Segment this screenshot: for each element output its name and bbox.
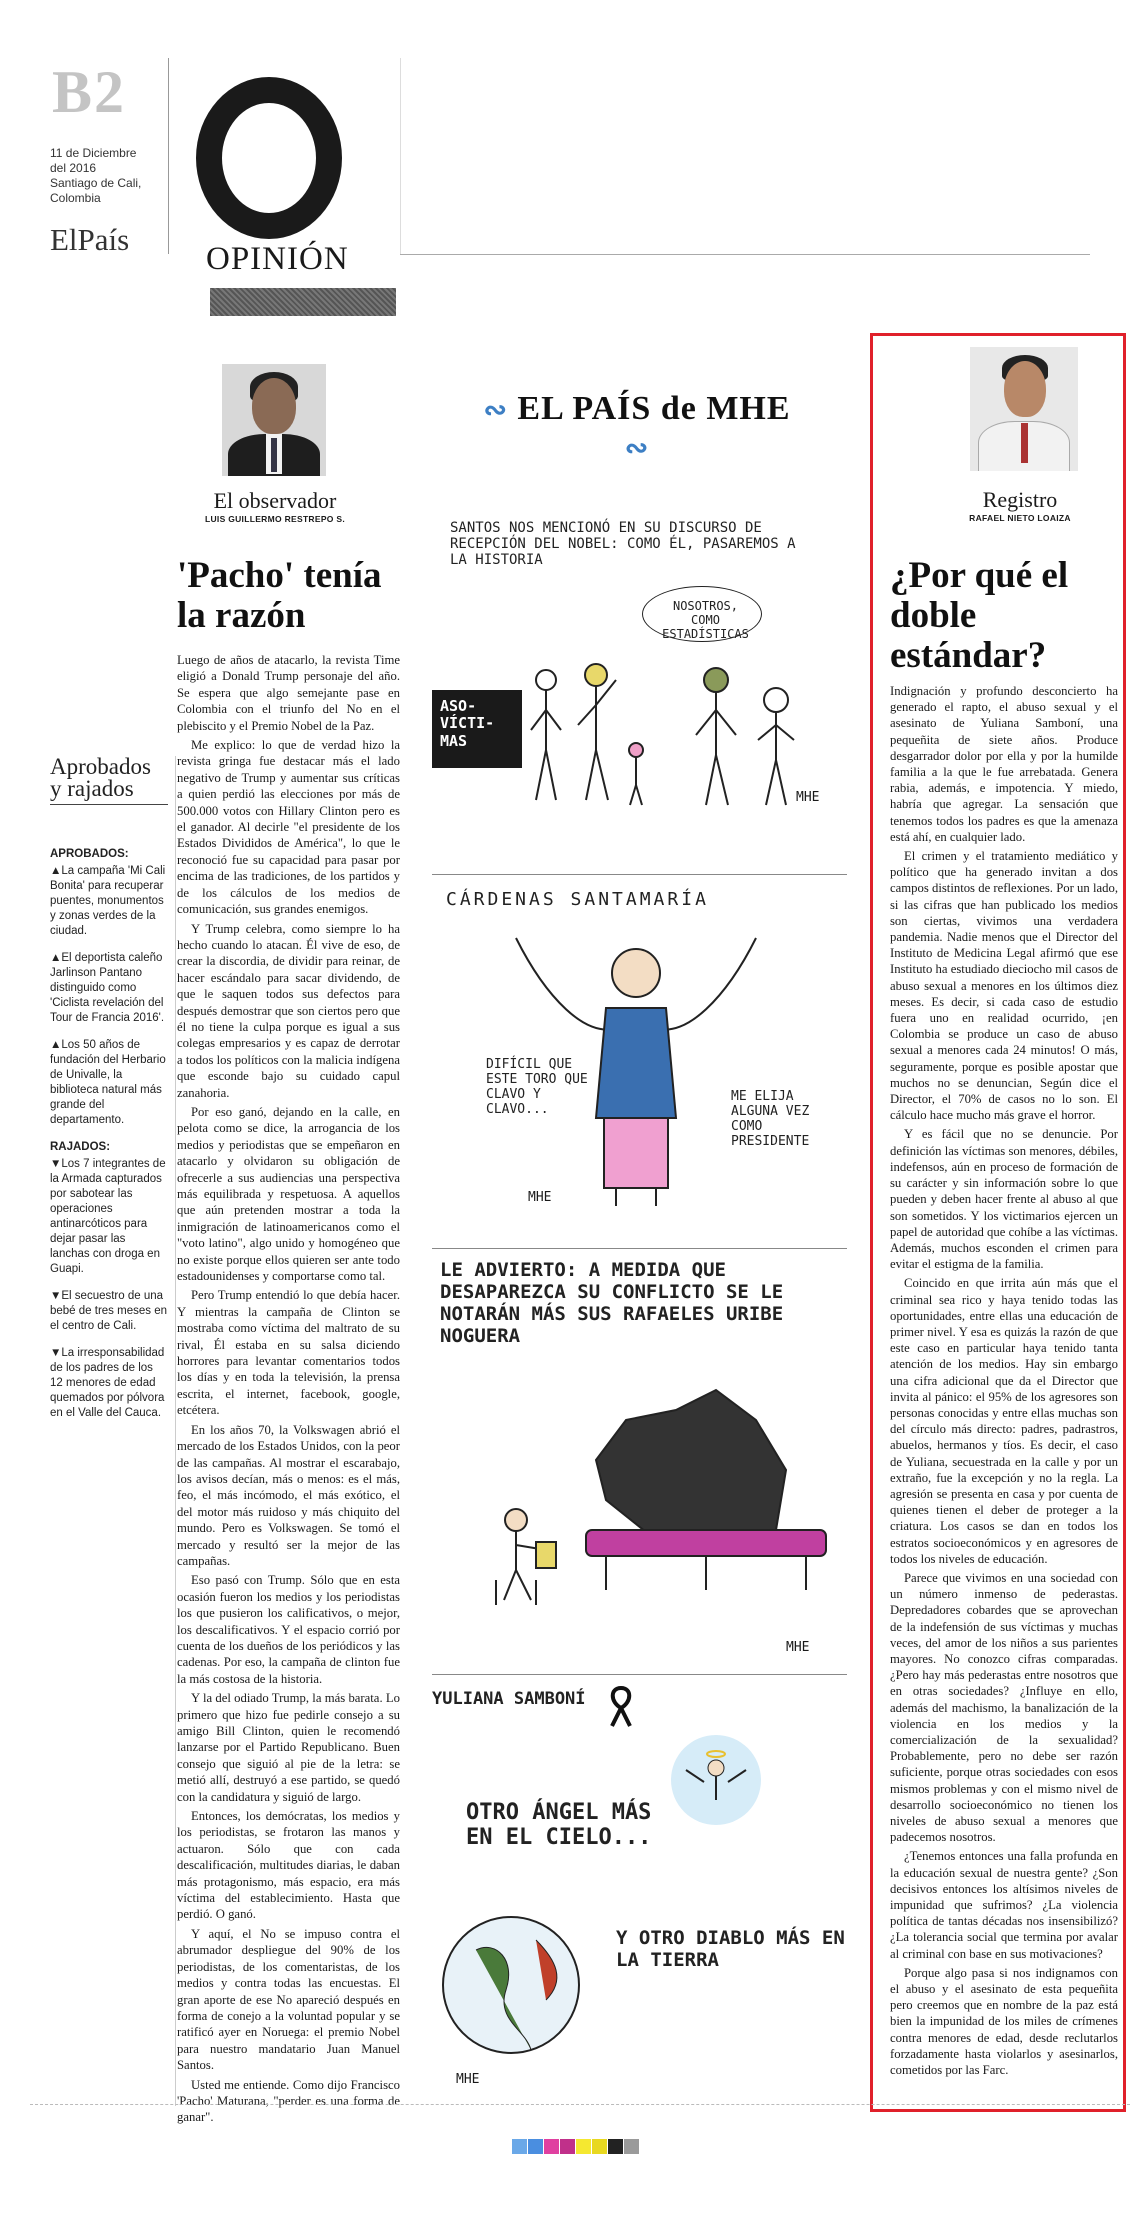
victim-name: YULIANA SAMBONÍ (432, 1689, 586, 1709)
section-logo (193, 55, 393, 285)
cartoon-panel-2 (416, 890, 861, 1220)
color-swatch (624, 2139, 639, 2154)
paragraph: Porque algo pasa si nos indignamos con el abuso y el asesinato de esta pequeñita pero creemos que en nombre de la paz está bien la impunidad de los miles de crímenes contra menores de edad, desde reclutarlos forzadamente hasta violarlos y asesinarlos, cometidos por las Farc. (890, 1965, 1118, 2078)
cartoon-caption: SANTOS NOS MENCIONÓ EN SU DISCURSO DE RECEPCIÓN DEL NOBEL: COMO ÉL, PASAREMOS A LA HISTORIA (450, 520, 796, 569)
panel-divider (432, 1674, 847, 1675)
rajado-item: ▼Los 7 integrantes de la Armada capturados por sabotear las operaciones antinarcóticos para dejar pasar las lanchas con droga en Guapi. (50, 1158, 166, 1275)
cartoon-panel-3 (416, 1260, 861, 1660)
registration-color-bar (512, 2139, 640, 2154)
victims-sign-text: ASO-VÍCTI-MAS (440, 697, 495, 750)
paragraph: En los años 70, la Volkswagen abrió el mercado de los Estados Unidos, con la peor de las campañas. Al mostrar el escarabajo, los avisos decían, más o menos: es el más, feo, el más incómodo, el más exótico, el del motor más ruidoso y más chiquito del mundo. Pero es Volkswagen. Se tomó el mercado y resultó ser la mejor de las campañas. (177, 1422, 400, 1568)
rajado-item: ▼El secuestro de una bebé de tres meses en el centro de Cali. (50, 1290, 167, 1332)
cartoon-column (416, 380, 861, 2100)
color-swatch (608, 2139, 623, 2154)
color-swatch (528, 2139, 543, 2154)
cartoon-text-angel: OTRO ÁNGEL MÁS EN EL CIELO... (466, 1800, 652, 1851)
paragraph: Y Trump celebra, como siempre lo ha hecho cuando lo atacan. Él vive de eso, de crear la discordia, de dividir para reinar, de hacer escándalo para sacar dividendo, de que le saquen todos sus defectos para después demostrar que son ciertos pero que él no tiene la culpa porque es igual a sus colegas empresarios y es capaz de derrotar a todos los políticos con la malicia indígena que esconde bajo su cuidado capul zanahoria. (177, 921, 400, 1100)
mourning-ribbon-icon (606, 1684, 636, 1728)
masthead-divider (168, 58, 169, 254)
section-letter-o (196, 77, 342, 239)
headline-right: ¿Por qué el doble estándar? (890, 555, 1069, 676)
cartoon-panel-4 (416, 1690, 861, 2090)
paragraph: Eso pasó con Trump. Sólo que en esta ocasión fueron los medios y los periodistas los que pusieron los calificativos, o mejor, los descalificativos. Y el espacio corrió por cuenta de los dueños de los periódicos y las cadenas. Por eso, la campaña de clinton fue la más costosa de la historia. (177, 1573, 400, 1686)
panel-divider (432, 874, 847, 875)
paragraph: Por eso ganó, dejando en la calle, en pelota como se dice, la arrogancia de los medios y periodistas que se empeñaron en atacarlo y olvidaron su obligación de ofrecerle a sus audiencias una perspectiva más equilibrada y respetuosa. A aquellos que aún pretenden mostrar a toda la inmigración de latinoamericanos como el "voto latino", algo unido y homogéneo que no existe porque ellos quieren ser ante todo estadounidenses y comportarse como tal. (177, 1104, 400, 1284)
cartoon-section-title (472, 390, 802, 466)
cartoon-text-left: DIFÍCIL QUE ESTE TORO QUE CLAVO Y CLAVO... (486, 1057, 588, 1117)
sidebar-title: Aprobados y rajados (50, 756, 168, 805)
cartoon-text-right: ME ELIJA ALGUNA VEZ COMO PRESIDENTE (731, 1089, 810, 1149)
headline-left: 'Pacho' tenía la razón (177, 555, 382, 636)
cartoon-caption: LE ADVIERTO: A MEDIDA QUE DESAPAREZCA SU CONFLICTO SE LE NOTARÁN MÁS SUS RAFAELES URIBE NOGUERA (440, 1259, 784, 1347)
newspaper-logo: ElPaís (50, 222, 130, 257)
rajado-item: ▼La irresponsabilidad de los padres de los 12 menores de edad quemados por pólvora en el Valle del Cauca. (50, 1347, 165, 1419)
article-body-left (177, 652, 400, 2129)
paragraph: Y es fácil que no se denuncie. Por definición las víctimas son menores, débiles, indefensos, aún en proceso de formación de su carácter y sin información sobre lo que pueden y deben hacer frente al abuso al que son sometidos. Y los victimarios ejercen un papel de autoridad que cohíbe a las víctimas. Además, muchos esconden el crimen para evitar el estigma de la familia. (890, 1127, 1118, 1272)
author-right: RAFAEL NIETO LOAIZA (969, 513, 1071, 523)
cartoon-panel-title: CÁRDENAS SANTAMARÍA (446, 889, 709, 910)
masthead-divider-2 (400, 58, 401, 254)
swirl-icon: ∾ (624, 433, 650, 464)
speech-bubble-text: NOSOTROS, COMO ESTADÍSTICAS (662, 599, 749, 641)
panel-divider (432, 1248, 847, 1249)
paragraph: Y la del odiado Trump, la más barata. Lo primero que hizo fue pedirle consejo a su amigo Bill Clinton, quien le recomendó lanzarse por el Partido Republicano. Buen consejo que siguió al pie de la letra: se metió allí, destruyó a ese partido, se quedó con la candidatura y siguió de largo. (177, 1691, 400, 1804)
paragraph: Luego de años de atacarlo, la revista Time eligió a Donald Trump personaje del año. Se espera que algo semejante pase en Colombia con el triunfo del No en el plebiscito y el Premio Nobel de la Paz. (177, 653, 400, 733)
couch-map-illustration-icon (456, 1380, 836, 1620)
color-swatch (560, 2139, 575, 2154)
cartoon-signature: MHE (528, 1190, 552, 1205)
cartoon-signature: MHE (456, 2072, 480, 2087)
dateline (50, 146, 160, 206)
cartoon-title-text: EL PAÍS de MHE (517, 390, 791, 427)
author-left: LUIS GUILLERMO RESTREPO S. (204, 514, 346, 524)
globe-icon (436, 1910, 586, 2060)
approved-item: ▲La campaña 'Mi Cali Bonita' para recuperar puentes, monumentos y zonas verdes de la ciudad. (50, 865, 166, 937)
paragraph: Parece que vivimos en una sociedad con un número inmenso de pederastas. Depredadores cobardes que se aprovechan de la indefensión de sus víctimas y muchas veces, del amor de los niños a sus parientes mayores. No conozco cifras comparadas. ¿Pero hay más pederastas entre nosotros que en otras sociedades? ¿Influye en ello, además del machismo, la banalización de la violencia en los medios y la comercialización de la sexualidad? Probablemente, pero no debe ser razón suficiente, porque otras sociedades con esos mismos problemas y con el mismo nivel de desarrollo socioeconómico no tienen los niveles de abuso sexual a menores que padecemos nosotros. (890, 1570, 1118, 1845)
columnist-photo-left (222, 364, 326, 476)
cartoon-text-devil: Y OTRO DIABLO MÁS EN LA TIERRA (616, 1927, 845, 1971)
approved-label: APROBADOS: (50, 848, 129, 860)
paragraph: ¿Tenemos entonces una falla profunda en la educación sexual de nuestra gente? ¿Son decisivos entonces los altísimos niveles de impunidad que sufrimos? ¿La violencia política de tantas décadas nos insensibilizó? ¿La tolerancia social que termina por avalar al criminal con base en sus motivaciones? (890, 1849, 1118, 1961)
column-name-left: El observador (213, 488, 337, 513)
figures-illustration-icon (526, 640, 816, 810)
rajados-label: RAJADOS: (50, 1141, 111, 1153)
article-body-right (890, 683, 1118, 2081)
date-line-2: del 2016 (50, 161, 97, 175)
paragraph: Usted me entiende. Como dijo Francisco 'Pacho' Maturana, "perder es una forma de ganar". (177, 2077, 400, 2125)
sidebar-divider (175, 756, 176, 2106)
color-swatch (544, 2139, 559, 2154)
date-city: Santiago de Cali, (50, 176, 142, 190)
column-name-right: Registro (982, 487, 1058, 512)
cartoon-signature: MHE (796, 790, 820, 805)
paragraph: Coincido en que irrita aún más que el criminal sea rico y haya tenido todas las oportunidades, entre ellas una educación de primer nivel. Y esa es quizás la razón de que este caso en particular haya tenido tanta atención de los medios. Hay sin embargo una cifra adicional que da el Director que invita al pánico: el 95% de los agresores son personas conocidas y entre ellas muchas son del círculo más directo: padres, padrastros, abuelos, hermanos y tíos. Es decir, el caso de Yuliana, secuestrada en la calle y por un extraño, fue la excepción y no la regla. La agresión se presenta en casa y por cuenta de quienes tienen el deber de proteger a la criatura. Los casos se dan en todos los estratos socioeconómicos y en agresores de todos los niveles de educación. (890, 1276, 1118, 1566)
paragraph: Y aquí, el No se impuso contra el abrumador despliegue del 90% de los periodistas, de los comentaristas, de los medios y contra todas las encuestas. El gran aporte de ese No apareció después en forma de conejo a la voluntad popular y se ratificó ayer en Noruega: el premio Nobel para nuestro mandatario Juan Manuel Santos. (177, 1926, 400, 2073)
page-number: B2 (52, 59, 127, 125)
paragraph: Pero Trump entendió lo que debía hacer. Y mientras la campaña de Clinton se mostraba como víctima del maltrato de su rival, Él estaba en su salsa diciendo horrores para levantar comentarios todos los días y en toda la televisión, la prensa escrita, el internet, facebook, google, etcétera. (177, 1288, 400, 1418)
swirl-icon: ∾ (483, 395, 508, 426)
date-country: Colombia (50, 191, 101, 205)
paragraph: Entonces, los demócratas, los medios y los periodistas, se frotaron las manos y actuaron. Sólo que con cada descalificación, multitudes diarias, le daban más protagonismo, más espacio, era más víctima del establecimiento. Hasta que perdió. O ganó. (177, 1809, 400, 1922)
footer-rule (30, 2104, 1130, 2105)
paragraph: Indignación y profundo desconcierto ha generado el rapto, el abuso sexual y el asesinato de Yuliana Samboní, una pequeñita de siete años. Produce desgarrador dolor por ella y por la humilde familia a la que le fue arrebatada. Genera rabia, además, e impotencia. Y miedo, habría que agregar. La sensación que tenemos todos los padres es que la amenaza está ahí, en cualquier lado. (890, 684, 1118, 844)
section-title: OPINIÓN (206, 241, 349, 277)
cartoon-panel-1 (416, 520, 861, 810)
color-swatch (592, 2139, 607, 2154)
paragraph: Me explico: lo que de verdad hizo la revista gringa fue destacar más el lado negativo de Trump y aumentar sus críticas a quien perdió las elecciones por más de 500.000 votos con Hillary Clinton pero es el ganador. Al decirle "el presidente de los Estados Divididos de América", lo que le reconoció fue su capacidad para pasar por encima de las tradiciones, de los partidos y de los cálculos de los medios de comunicación, sus grandes enemigos. (177, 738, 400, 917)
approved-rejected-sidebar (50, 756, 168, 1433)
columnist-photo-right (970, 347, 1078, 471)
cartoon-signature: MHE (786, 1640, 810, 1655)
approved-item: ▲El deportista caleño Jarlinson Pantano distinguido como 'Ciclista revelación del Tour de Francia 2016'. (50, 952, 165, 1024)
date-line-1: 11 de Diciembre (50, 146, 137, 160)
color-swatch (576, 2139, 591, 2154)
paragraph: El crimen y el tratamiento mediático y político que ha generado invitan a dos campos distintos de reflexiones. Por un lado, si las cifras que han publicado los medios son ciertas, vivimos una verdadera pandemia. Nadie menos que el Director del Instituto de Medicina Legal afirmó que ese Instituto ha estudiado dieciocho mil casos de abuso sexual a menores en los últimos diez meses. Es decir, si cada caso de estudio fuera uno en realidad ocurrido, ¡en Colombia se produce un caso de abuso sexual a menores cada 24 minutos! O más, seguramente, porque es posible apostar que muchos no se denuncian, Según dice el Director, el 70% de casos no lo son. El cálculo hace mucho más grave el horror. (890, 849, 1118, 1123)
color-swatch (512, 2139, 527, 2154)
masthead-rule (400, 254, 1090, 255)
masthead-gray-bar (210, 288, 396, 316)
approved-item: ▲Los 50 años de fundación del Herbario de Univalle, la biblioteca natural más grande del departamento. (50, 1039, 166, 1126)
